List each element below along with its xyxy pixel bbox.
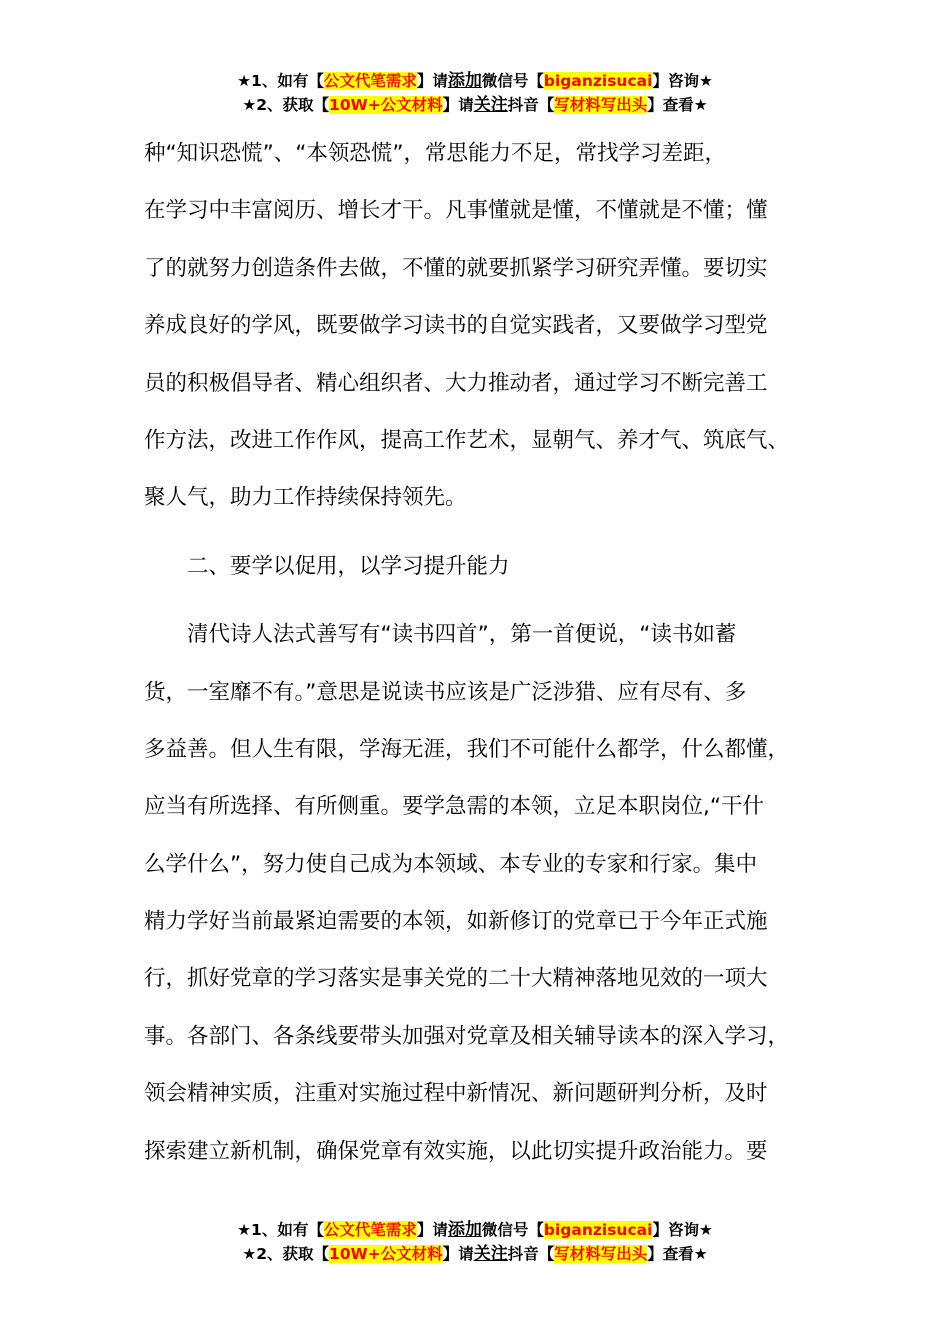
banner-line-1: [0, 69, 950, 93]
banner-underline: 关注: [473, 1244, 508, 1264]
paragraph-line: 在学习中丰富阅历、增长才干。凡事懂就是懂，不懂就是不懂；懂: [144, 198, 768, 224]
banner-line-1: [0, 1218, 950, 1242]
banner-text: 】请: [442, 1245, 474, 1263]
paragraph-line: 货，一室靡不有。”意思是说读书应该是广泛涉猎、应有尽有、多: [144, 679, 747, 705]
banner-highlight: 公文代笔需求: [323, 72, 417, 90]
banner-highlight: 10W+公文材料: [329, 96, 443, 114]
banner-text: 】咨询★: [652, 1221, 713, 1239]
banner-line-2: [0, 1242, 950, 1266]
paragraph-line: 行，抓好党章的学习落实是事关党的二十大精神落地见效的一项大: [144, 966, 768, 992]
banner-highlight: 公文代笔需求: [323, 1221, 417, 1239]
banner-underline: 添加: [447, 71, 482, 91]
banner-underline: 关注: [473, 95, 508, 115]
banner-text: 抖音【: [507, 1245, 555, 1263]
paragraph-line: 清代诗人法式善写有“读书四首”，第一首便说，“读书如蓄: [187, 622, 737, 648]
banner-text: ★1、如有【: [237, 72, 324, 90]
paragraph-line: 事。各部门、各条线要带头加强对党章及相关辅导读本的深入学习，: [144, 1023, 790, 1049]
paragraph-gap: [144, 595, 834, 606]
banner-text: 抖音【: [507, 96, 555, 114]
paragraph-line: 应当有所选择、有所侧重。要学急需的本领，立足本职岗位,“干什: [144, 794, 764, 820]
banner-text: ★2、获取【: [242, 96, 330, 114]
paragraph-line: 养成良好的学风，既要做学习读书的自觉实践者，又要做学习型党: [144, 313, 768, 339]
banner-text: 】请: [442, 96, 474, 114]
banner-underline: 添加: [447, 1220, 482, 1240]
paragraph-line: 领会精神实质，注重对实施过程中新情况、新问题研判分析，及时: [144, 1081, 768, 1107]
banner-text: 】查看★: [647, 1245, 708, 1263]
banner-text: ★1、如有【: [237, 1221, 324, 1239]
paragraph-line: 了的就努力创造条件去做，不懂的就要抓紧学习研究弄懂。要切实: [144, 255, 768, 281]
banner-wechat-id: biganzisucai: [543, 1221, 653, 1239]
paragraph-line: 员的积极倡导者、精心组织者、大力推动者，通过学习不断完善工: [144, 370, 768, 396]
banner-douyin-id: 写材料写出头: [554, 1245, 648, 1263]
paragraph-line: 种“知识恐慌”、“本领恐慌”，常思能力不足，常找学习差距，: [144, 141, 727, 166]
paragraph-gap: [144, 527, 834, 538]
paragraph-line: 作方法，改进工作作风，提高工作艺术，显朝气、养才气、筑底气、: [144, 427, 790, 453]
paragraph-line: 探索建立新机制，确保党章有效实施，以此切实提升政治能力。要: [144, 1138, 768, 1164]
banner-highlight: 10W+公文材料: [329, 1245, 443, 1263]
banner-text: 】请: [416, 72, 448, 90]
banner-text: 微信号【: [481, 72, 544, 90]
paragraph-line: 精力学好当前最紧迫需要的本领，如新修订的党章已于今年正式施: [144, 909, 768, 935]
paragraph-line: 聚人气，助力工作持续保持领先。: [144, 485, 467, 511]
header-banner: [0, 69, 950, 117]
paragraph-line: 么学什么”，努力使自己成为本领域、本专业的专家和行家。集中: [144, 851, 758, 877]
banner-text: 】咨询★: [652, 72, 713, 90]
banner-text: 微信号【: [481, 1221, 544, 1239]
section-heading: 二、要学以促用，以学习提升能力: [187, 553, 510, 579]
document-body: [144, 125, 834, 1180]
footer-banner: [0, 1218, 950, 1266]
banner-line-2: [0, 93, 950, 117]
banner-text: 】查看★: [647, 96, 708, 114]
paragraph-line: 多益善。但人生有限，学海无涯，我们不可能什么都学，什么都懂，: [144, 736, 790, 762]
banner-douyin-id: 写材料写出头: [554, 96, 648, 114]
banner-text: 】请: [416, 1221, 448, 1239]
banner-text: ★2、获取【: [242, 1245, 330, 1263]
banner-wechat-id: biganzisucai: [543, 72, 653, 90]
